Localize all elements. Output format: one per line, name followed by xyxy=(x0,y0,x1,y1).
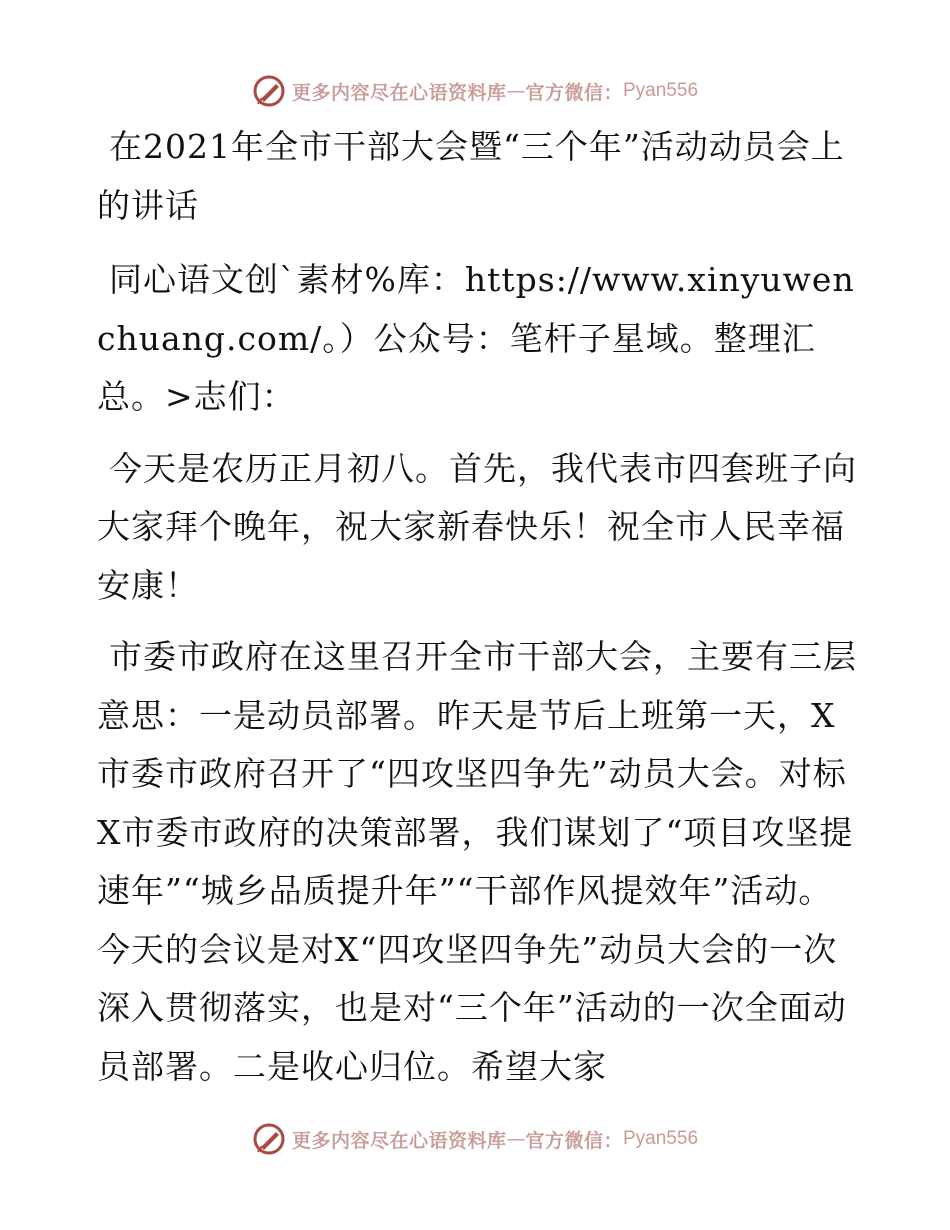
paragraph: 今天是农历正月初八。首先，我代表市四套班子向大家拜个晚年，祝大家新春快乐！祝全市人民幸福安康！ xyxy=(97,448,857,605)
quill-pen-logo-icon xyxy=(252,74,286,108)
banner-separator: — xyxy=(506,1128,526,1150)
document-body xyxy=(97,118,857,1109)
quill-pen-logo-icon xyxy=(252,1122,286,1156)
banner-separator: — xyxy=(506,80,526,102)
banner-wechat-id: Pyan556 xyxy=(623,1128,699,1149)
paragraph: 同心语文创`素材%库：https://www.xinyuwenchuang.com/。）公众号：笔杆子星域。整理汇总。>志们： xyxy=(97,260,855,416)
banner-wechat-label: 官方微信： xyxy=(525,1129,623,1152)
paragraph: 市委市政府在这里召开全市干部大会，主要有三层意思：一是动员部署。昨天是节后上班第一天，X市委市政府召开了“四攻坚四争先”动员大会。对标X市委市政府的决策部署，我们谋划了“项目攻坚提速年”“城乡品质提升年”“干部作风提效年”活动。今天的会议是对X“四攻坚四争先”动员大会的一次深入贯彻落实，也是对“三个年”活动的一次全面动员部署。二是收心归位。希望大家 xyxy=(97,637,857,1086)
banner-text: 更多内容尽在心语资料库 xyxy=(291,81,507,104)
header-watermark-banner xyxy=(0,71,950,111)
banner-wechat-label: 官方微信： xyxy=(525,81,623,104)
document-title: 在2021年全市干部大会暨“三个年”活动动员会上的讲话 xyxy=(97,127,845,225)
banner-text: 更多内容尽在心语资料库 xyxy=(291,1129,507,1152)
banner-wechat-id: Pyan556 xyxy=(623,80,699,101)
footer-watermark-banner xyxy=(0,1119,950,1159)
